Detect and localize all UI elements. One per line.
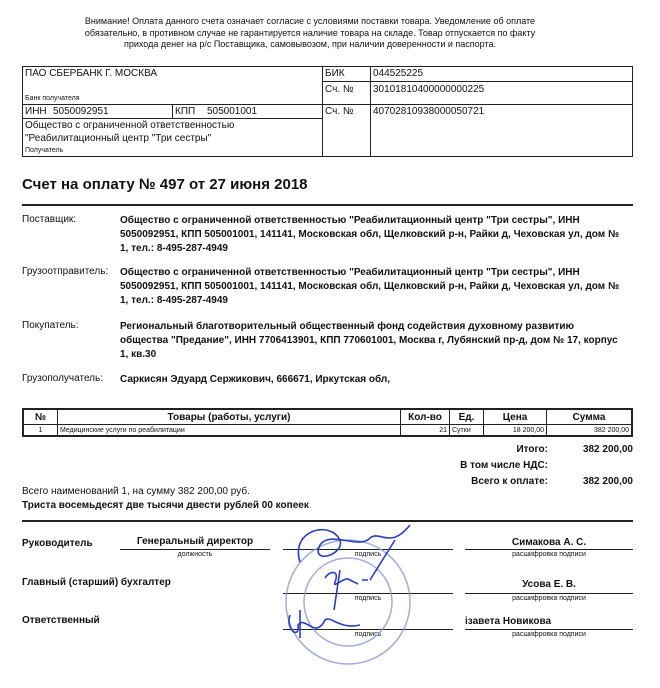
inn-label: ИНН (25, 106, 47, 117)
recipient-name-line2: "Реабилитационный центр "Три сестры" (25, 133, 212, 144)
head-position: Генеральный директор (136, 536, 254, 547)
stamp-and-signatures (270, 520, 430, 688)
buyer-value: Региональный благотворительный общественный фонд содействия духовному развитию общества "Предание", ИНН 7706413901, КПП 770601001, Москва г, Лубянский пр-д, дом № 17, корпус 1, кв.30 (120, 321, 618, 360)
kpp-label: КПП (175, 106, 196, 117)
items-summary: Всего наименований 1, на сумму 382 200,00 руб. (22, 486, 250, 497)
account-label: Сч. № (325, 106, 354, 117)
head-label: Руководитель (22, 538, 93, 549)
supplier-label: Поставщик: (22, 214, 77, 225)
corr-account-label: Сч. № (325, 84, 354, 95)
due-label: Всего к оплате: (471, 476, 548, 487)
total-label: Итого: (516, 444, 548, 455)
corr-account-value: 30101810400000000225 (373, 84, 485, 95)
invoice-title: Счет на оплату № 497 от 27 июня 2018 (22, 176, 308, 193)
signature-icon (289, 525, 410, 638)
bik-value: 044525225 (373, 68, 424, 79)
account-value: 40702810938000050721 (373, 106, 485, 117)
supplier-value: Общество с ограниченной ответственностью "Реабилитационный центр "Три сестры", ИНН 5050092951, КПП 505001001, 141141, Московская обл, Щелковский р-н, Райки д, Чеховская ул, дом № 1, тел.: 8-495-287-4949 (120, 215, 620, 254)
kpp-value: 505001001 (207, 106, 258, 117)
divider (22, 204, 633, 206)
head-name: Симакова А. С. (511, 537, 587, 548)
due-value: 382 200,00 (582, 476, 633, 487)
bank-details-table (22, 66, 633, 157)
total-value: 382 200,00 (582, 444, 633, 455)
responsible-label: Ответственный (22, 615, 100, 626)
responsible-name: ізавета Новикова (465, 616, 552, 627)
accountant-label: Главный (старший) бухгалтер (22, 577, 171, 588)
table-row: 1 Медицинские услуги по реабилитации 21 Сутки 18 200,00 382 200,00 (23, 425, 632, 437)
buyer-label: Покупатель: (22, 320, 79, 331)
bank-name: ПАО СБЕРБАНК Г. МОСКВА (25, 68, 158, 79)
vat-label: В том числе НДС: (460, 460, 548, 471)
invoice-page: Внимание! Оплата данного счета означает согласие с условиями поставки товара. Уведомление об оплате обязательно, в противном случае не гарантируется наличие товара на складе. Товар отпускается по факту прихода денег на р/с Поставщика, самовывозом, при наличии доверенности и паспорта. ПАО СБЕРБАНК Г. МОСКВА Банк получателя БИК 044525225 Сч. № 30101810400000000225 ИНН 5050092951 КПП 505001001 Сч. № 40702810938000050721 Общество с ограниченной ответственностью "Реабилитационный центр "Три сестры" Получатель Счет на оплату № 497 от 27 июня 2018 Поставщик: Общество с ограниченной ответственностью "Реабилитационный центр "Три сестры", ИНН 5050092951, КПП 505001001, 141141, Московская обл, Щелковский р-н, Райки д, Чеховская ул, дом № 1, тел.: 8-495-287-4949 Грузоотправитель: Общество с ограниченной ответственностью "Реабилитационный центр "Три сестры", ИНН 5050092951, КПП 505001001, 141141, Московская обл, Щелковский р-н, Райки д, Чеховская ул, дом № 1, тел.: 8-495-287-4949 Покупатель: Региональный благотворительный общественный фонд содействия духовному развитию общества "Предание", ИНН 7706413901, КПП 770601001, Москва г, Лубянский пр-д, дом № 17, корпус 1, кв.30 Грузополучатель: Саркисян Эдуард Сержикович, 666671, Иркутская обл, № Товары (работы, услуги) Кол-во Ед. Цена Сумма 1 Медицинские услуги по реабилитации 21 Сутки 18 200,00 382 200,00 Итого: 382 200,00 В том числе НДС: Всего к оплате: 382 200,00 Всего наименований 1, на сумму 382 200,00 руб. Триста восемьдесят две тысячи двести рублей 00 копеек Руководитель Генеральный директор должность подпись Симакова А. С. расшифровка подписи Главный (старший) бухгалтер подпись Усова Е. В. расшифровка подписи Ответственный подпись ізавета Новикова расшифровка подписи (0, 0, 660, 688)
recipient-caption: Получатель (25, 147, 64, 154)
payment-notice: Внимание! Оплата данного счета означает согласие с условиями поставки товара. Уведомление об оплате обязательно, в противном случае не гарантируется наличие товара на складе. Товар отпускается по факту прихода денег на р/с Поставщика, самовывозом, при наличии доверенности и паспорта. (84, 16, 536, 49)
stamp-icon (286, 540, 410, 664)
bik-label: БИК (325, 68, 345, 79)
recipient-name-line1: Общество с ограниченной ответственностью (25, 120, 235, 131)
amount-in-words: Триста восемьдесят две тысячи двести рублей 00 копеек (22, 500, 309, 511)
table-header: № Товары (работы, услуги) Кол-во Ед. Цена Сумма (23, 409, 632, 425)
shipper-value: Общество с ограниченной ответственностью "Реабилитационный центр "Три сестры", ИНН 5050092951, КПП 505001001, 141141, Московская обл, Щелковский р-н, Райки д, Чеховская ул, дом № 1, тел.: 8-495-287-4949 (120, 267, 620, 306)
accountant-name: Усова Е. В. (522, 579, 576, 590)
items-table (22, 408, 633, 437)
consignee-value: Саркисян Эдуард Сержикович, 666671, Иркутская обл, (120, 374, 391, 385)
shipper-label: Грузоотправитель: (22, 266, 109, 277)
inn-value: 5050092951 (53, 106, 109, 117)
bank-caption: Банк получателя (25, 95, 80, 102)
consignee-label: Грузополучатель: (22, 373, 104, 384)
